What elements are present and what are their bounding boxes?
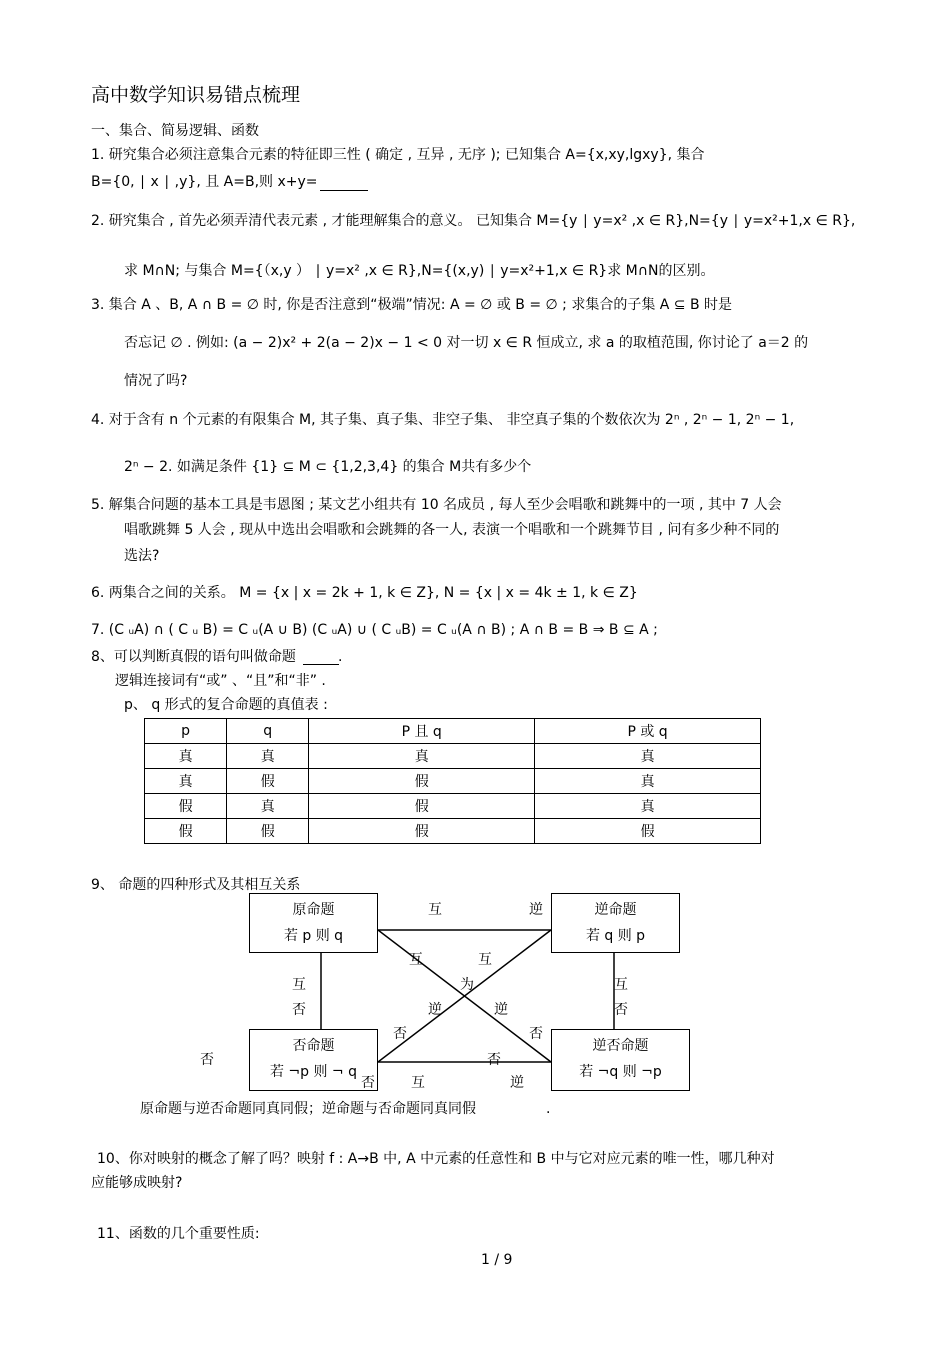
item-5-line-1: 5. 解集合问题的基本工具是韦恩图 ; 某文艺小组共有 10 名成员 , 每人至少会唱歌和跳舞中的一项 , 其中 7 人会 <box>91 497 782 513</box>
label-hu: 互 <box>292 977 306 993</box>
item-2-line-1: 2. 研究集合 , 首先必须弄清代表元素 , 才能理解集合的意义。 已知集合 M={y ∣ y=x² ,x ∈ R},N={y ∣ y=x²+1,x ∈ R}, <box>91 213 856 229</box>
table-cell: 假 <box>145 794 227 819</box>
page-number: 1 / 9 <box>481 1252 513 1268</box>
label-ni: 逆 <box>510 1075 524 1091</box>
table-cell: 真 <box>535 794 761 819</box>
table-cell: 真 <box>309 744 535 769</box>
table-cell: 假 <box>309 794 535 819</box>
item-5-line-2: 唱歌跳舞 5 人会 , 现从中选出会唱歌和会跳舞的各一人, 表演一个唱歌和一个跳舞节目 , 问有多少种不同的 <box>124 522 780 538</box>
label-wei: 为 <box>460 977 474 993</box>
period: . <box>338 649 343 665</box>
item-11: 11、函数的几个重要性质: <box>97 1226 260 1242</box>
label-fou: 否 <box>200 1052 214 1068</box>
label-fou: 否 <box>393 1026 407 1042</box>
table-cell: 真 <box>535 769 761 794</box>
box-subtitle: 若 p 则 q <box>283 928 344 944</box>
item-8-line-1: 8、可以判断真假的语句叫做命题 <box>91 649 296 665</box>
item-1-line-2: B={0, ∣ x ∣ ,y}, 且 A=B,则 x+y= <box>91 174 318 190</box>
box-subtitle: 若 ¬q 则 ¬p <box>579 1064 662 1080</box>
box-title: 逆否命题 <box>592 1038 649 1054</box>
table-cell: 真 <box>535 744 761 769</box>
label-ni: 逆 <box>494 1002 508 1018</box>
original-proposition-box <box>249 893 378 953</box>
item-1-line-1: 1. 研究集合必须注意集合元素的特征即三性 ( 确定 , 互异 , 无序 ); 已知集合 A={x,xy,lgxy}, 集合 <box>91 147 705 163</box>
label-ni: 逆 <box>529 902 543 918</box>
table-cell: 假 <box>309 769 535 794</box>
table-cell: 假 <box>227 769 309 794</box>
section-heading: 一、集合、简易逻辑、函数 <box>91 123 259 139</box>
item-7: 7. (C ᵤA) ∩ ( C ᵤ B) = C ᵤ(A ∪ B) (C ᵤA) ∪ ( C ᵤB) = C ᵤ(A ∩ B) ; A ∩ B = B ⇒ B ⊆ A ; <box>91 622 658 638</box>
label-hu: 互 <box>428 902 442 918</box>
table-cell: 真 <box>227 744 309 769</box>
label-fou: 否 <box>614 1002 628 1018</box>
diagram-note: 原命题与逆否命题同真同假；逆命题与否命题同真同假 <box>140 1101 476 1117</box>
item-10-line-1: 10、你对映射的概念了解了吗？映射 f : A→B 中, A 中元素的任意性和 B 中与它对应元素的唯一性，哪几种对 <box>97 1151 775 1167</box>
item-5-line-3: 选法? <box>124 548 160 564</box>
box-subtitle: 若 ¬p 则 ¬ q <box>269 1064 358 1080</box>
label-hu: 互 <box>411 1075 425 1091</box>
box-title: 否命题 <box>292 1038 335 1054</box>
label-fou: 否 <box>361 1075 375 1091</box>
table-cell: 真 <box>145 744 227 769</box>
item-3-line-1: 3. 集合 A 、B, A ∩ B = ∅ 时, 你是否注意到“极端”情况: A = ∅ 或 B = ∅ ; 求集合的子集 A ⊆ B 时是 <box>91 297 733 313</box>
label-fou: 否 <box>529 1026 543 1042</box>
item-3-line-3: 情况了吗? <box>124 373 188 389</box>
box-title: 原命题 <box>292 902 335 918</box>
item-4-line-1: 4. 对于含有 n 个元素的有限集合 M, 其子集、真子集、非空子集、 非空真子集的个数依次为 2ⁿ , 2ⁿ − 1, 2ⁿ − 1, <box>91 412 795 428</box>
inverse-proposition-box <box>249 1029 378 1091</box>
item-9: 9、 命题的四种形式及其相互关系 <box>91 877 301 893</box>
table-cell: 假 <box>535 819 761 844</box>
item-2-line-2: 求 M∩N; 与集合 M={（x,y ） ∣ y=x² ,x ∈ R},N={(x,y) ∣ y=x²+1,x ∈ R}求 M∩N的区别。 <box>124 263 715 279</box>
table-cell: 真 <box>227 794 309 819</box>
item-10-line-2: 应能够成映射? <box>91 1175 183 1191</box>
column-header: q <box>227 719 309 744</box>
item-8-line-3: p、 q 形式的复合命题的真值表 : <box>124 697 328 713</box>
column-header: P 或 q <box>535 719 761 744</box>
box-title: 逆命题 <box>594 902 637 918</box>
table-cell: 假 <box>309 819 535 844</box>
label-hu: 互 <box>478 952 492 968</box>
label-ni: 逆 <box>428 1002 442 1018</box>
box-subtitle: 若 q 则 p <box>585 928 646 944</box>
item-8-line-2: 逻辑连接词有“或” 、“且”和“非” . <box>115 673 326 689</box>
table-cell: 假 <box>145 819 227 844</box>
item-6: 6. 两集合之间的关系。 M = {x | x = 2k + 1, k ∈ Z}, N = {x | x = 4k ± 1, k ∈ Z} <box>91 585 638 601</box>
column-header: P 且 q <box>309 719 535 744</box>
column-header: p <box>145 719 227 744</box>
converse-proposition-box <box>551 893 680 953</box>
table-cell: 真 <box>145 769 227 794</box>
period: . <box>546 1101 551 1117</box>
contrapositive-proposition-box <box>551 1029 690 1091</box>
label-hu: 互 <box>614 977 628 993</box>
page-title: 高中数学知识易错点梳理 <box>91 84 301 106</box>
item-3-line-2: 否忘记 ∅ . 例如: (a − 2)x² + 2(a − 2)x − 1 < 0 对一切 x ∈ R 恒成立, 求 a 的取植范围, 你讨论了 a＝2 的 <box>124 335 809 351</box>
label-fou: 否 <box>487 1052 501 1068</box>
label-hu: 互 <box>409 952 423 968</box>
label-fou: 否 <box>292 1002 306 1018</box>
table-cell: 假 <box>227 819 309 844</box>
item-4-line-2: 2ⁿ − 2. 如满足条件 {1} ⊆ M ⊂ {1,2,3,4} 的集合 M共有多少个 <box>124 459 532 475</box>
